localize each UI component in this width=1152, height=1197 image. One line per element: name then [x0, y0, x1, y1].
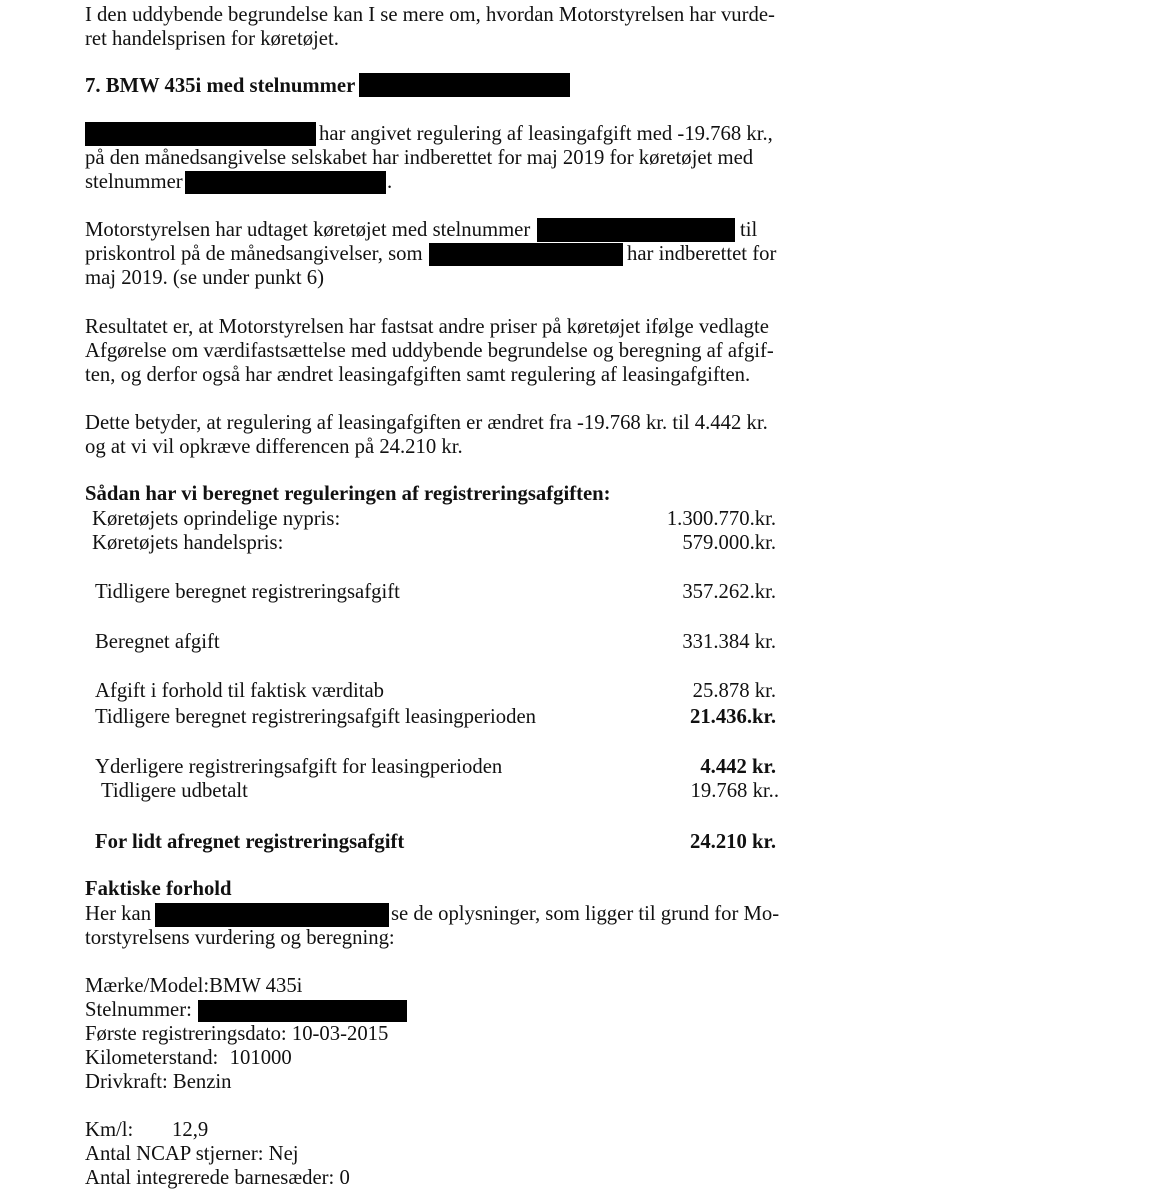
section-heading: 7. BMW 435i med stelnummer [85, 75, 356, 97]
mileage-row [85, 1046, 292, 1070]
child-seats-row [85, 1166, 350, 1190]
calc-row-value: 4.442 kr. [700, 756, 776, 778]
mileage-value: 101000 [229, 1047, 292, 1069]
first-registration-value: 10-03-2015 [291, 1023, 389, 1045]
paragraph-line: priskontrol på de månedsangivelser, som [85, 243, 423, 265]
paragraph-line-end: . [387, 171, 393, 193]
ncap-stars-label: Antal NCAP stjerner: [85, 1143, 264, 1165]
calc-row-label: Afgift i forhold til faktisk værditab [95, 680, 385, 702]
km-per-litre-value: 12,9 [172, 1119, 209, 1141]
paragraph-line: maj 2019. (se under punkt 6) [85, 267, 325, 289]
paragraph-line: Motorstyrelsen har udtaget køretøjet med stelnummer [85, 219, 531, 241]
mileage-label: Kilometerstand: [85, 1047, 219, 1069]
redaction-box [537, 218, 735, 242]
facts-intro-line: torstyrelsens vurdering og beregning: [85, 927, 395, 949]
fuel-row [85, 1070, 232, 1094]
fuel-value: Benzin [172, 1071, 232, 1093]
paragraph-line: stelnummer [85, 171, 183, 193]
calc-total-label: For lidt afregnet registreringsafgift [95, 831, 405, 853]
first-registration-label: Første registreringsdato: [85, 1023, 287, 1045]
redaction-box [85, 122, 316, 146]
calc-row-label: Tidligere beregnet registreringsafgift [95, 581, 400, 603]
paragraph-line: Dette betyder, at regulering af leasingafgiften er ændret fra -19.768 kr. til 4.442 kr. [85, 412, 768, 434]
calc-total-value: 24.210 kr. [689, 831, 776, 853]
calc-row-label: Yderligere registreringsafgift for leasingperioden [95, 756, 503, 778]
facts-intro-line: Her kan [85, 903, 152, 925]
calc-row-label: Køretøjets handelspris: [92, 532, 284, 554]
calc-row-value: 579.000.kr. [682, 532, 776, 554]
redaction-box [155, 903, 389, 927]
fuel-label: Drivkraft: [85, 1071, 168, 1093]
child-seats-label: Antal integrerede barnesæder: [85, 1167, 335, 1189]
intro-line: ret handelsprisen for køretøjet. [85, 28, 339, 50]
make-model-row [85, 974, 302, 998]
intro-line: I den uddybende begrundelse kan I se mere om, hvordan Motorstyrelsen har vurde- [85, 4, 775, 26]
paragraph-line: Resultatet er, at Motorstyrelsen har fastsat andre priser på køretøjet ifølge vedlagte [85, 316, 769, 338]
calc-row-value: 357.262.kr. [682, 581, 776, 603]
km-per-litre-label: Km/l: [85, 1119, 134, 1141]
chassis-number-label: Stelnummer: [85, 999, 192, 1021]
calc-row-value: 21.436.kr. [689, 706, 776, 728]
paragraph-line: Afgørelse om værdifastsættelse med uddybende begrundelse og beregning af afgif- [85, 340, 774, 362]
calc-row-value: 25.878 kr. [692, 680, 776, 702]
calc-row-value: 331.384 kr. [682, 631, 776, 653]
ncap-stars-value: Nej [268, 1143, 299, 1165]
paragraph-line: på den månedsangivelse selskabet har indberettet for maj 2019 for køretøjet med [85, 147, 754, 169]
calc-row-label: Tidligere beregnet registreringsafgift leasingperioden [95, 706, 537, 728]
paragraph-line-end: til [740, 219, 758, 241]
paragraph-line: har angivet regulering af leasingafgift med -19.768 kr., [319, 123, 773, 145]
calc-row-value: 19.768 kr.. [690, 780, 779, 802]
make-model-value: BMW 435i [209, 975, 303, 997]
ncap-stars-row [85, 1142, 299, 1166]
redaction-box [198, 1000, 407, 1022]
calc-row-value: 1.300.770.kr. [666, 508, 776, 530]
calc-row-label: Tidligere udbetalt [101, 780, 248, 802]
redaction-box [359, 73, 570, 97]
make-model-label: Mærke/Model: [85, 975, 210, 997]
calculation-heading: Sådan har vi beregnet reguleringen af registreringsafgiften: [85, 483, 611, 505]
paragraph-line: ten, og derfor også har ændret leasingafgiften samt regulering af leasingafgiften. [85, 364, 751, 386]
facts-intro-line-end: se de oplysninger, som ligger til grund for Mo- [391, 903, 780, 925]
first-registration-row [85, 1022, 388, 1046]
facts-heading: Faktiske forhold [85, 878, 232, 900]
calc-row-label: Beregnet afgift [95, 631, 220, 653]
redaction-box [185, 171, 386, 194]
child-seats-value: 0 [339, 1167, 350, 1189]
redaction-box [429, 243, 623, 266]
paragraph-line: og at vi vil opkræve differencen på 24.210 kr. [85, 436, 463, 458]
calc-row-label: Køretøjets oprindelige nypris: [92, 508, 341, 530]
paragraph-line-end: har indberettet for [627, 243, 777, 265]
